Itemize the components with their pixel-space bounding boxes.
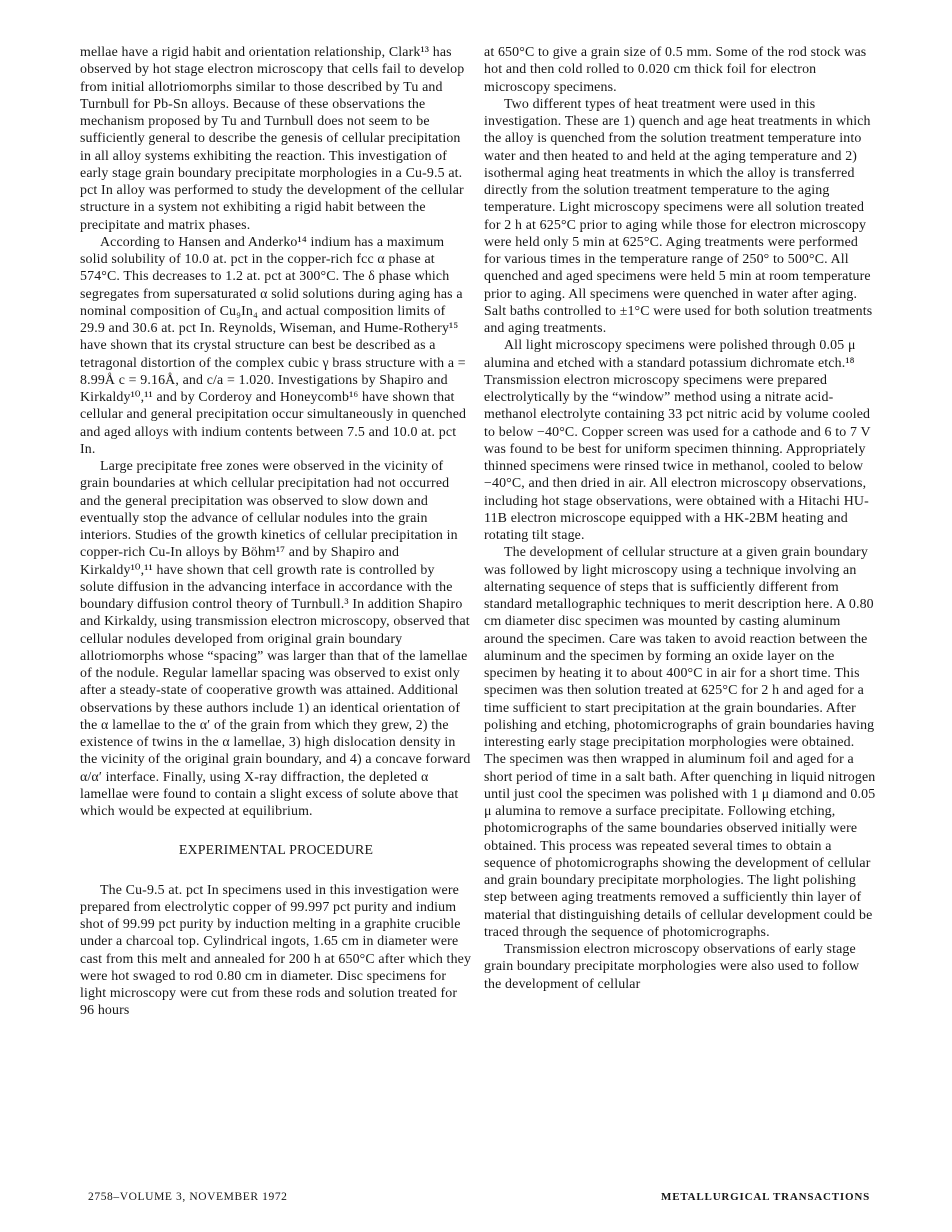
right-column	[484, 44, 876, 993]
right-paragraph-2: Two different types of heat treatment were used in this investigation. These are 1) quench and age heat treatments in which the alloy is quenched from the solution treatment temperature into water and then heated to and held at the aging temperature and 2) isothermal aging heat treatments in which the alloy is transferred directly from the solution treatment temperature to the aging temperature. Light microscopy specimens were all solution treated for 2 h at 625°C prior to aging while those for electron microscopy were held only 5 min at 625°C. Aging treatments were performed for various times in the temperature range of 250° to 500°C. All quenched and aged specimens were held 5 min at room temperature prior to aging. All specimens were quenched in water after aging. Salt baths controlled to ±1°C were used for both solution treatments and aging treatments.	[484, 96, 873, 336]
right-paragraph-1: at 650°C to give a grain size of 0.5 mm. Some of the rod stock was hot and then cold rolled to 0.020 cm thick foil for electron microscopy specimens.	[484, 45, 867, 95]
right-paragraph-5: Transmission electron microscopy observations of early stage grain boundary precipitate morphologies were also used to follow the development of cellular	[484, 942, 860, 992]
right-paragraph-3: All light microscopy specimens were polished through 0.05 μ alumina and etched with a standard potassium dichromate etch.¹⁸ Transmission electron microscopy specimens were prepared electrolytically by the “window” method using a nitrate acid-methanol electrolyte containing 33 pct nitric acid by volume cooled to below −40°C. Copper screen was used for a cathode and 6 to 7 V was found to be best for uniform specimen thinning. Appropriately thinned specimens were rinsed twice in methanol, cooled to below −40°C, and then dried in air. All electron microscopy observations, including hot stage observations, were obtained with a Hitachi HU-11B electron microscope equipped with a HK-2BM heating and rotating tilt stage.	[484, 338, 871, 543]
left-column	[80, 44, 472, 1020]
right-paragraph-4: The development of cellular structure at a given grain boundary was followed by light microscopy using a technique involving an alternating sequence of steps that is sufficiently different from standard metallographic techniques to merit description here. A 0.80 cm diameter disc specimen was mounted by casting aluminum around the specimen. Care was taken to avoid reaction between the aluminum and the specimen by forming an oxide layer on the specimen by heating it to about 400°C in air for a short time. This specimen was then solution treated at 625°C for 2 h and aged for a time sufficient to start precipitation at the grain boundaries. After polishing and etching, photomicrographs of grain boundaries having interesting early stage precipitation morphologies were obtained. The specimen was then wrapped in aluminum foil and aged for a short period of time in a salt bath. After quenching in liquid nitrogen until just cool the specimen was polished with 1 μ diamond and 0.05 μ alumina to remove a surface precipitate. Following etching, photomicrographs of the same boundaries observed initially were obtained. This process was repeated several times to obtain a sequence of photomicrographs showing the development of cellular and grain boundary precipitate morphologies. The light polishing step between aging treatments removed a sufficiently thin layer of material that distinguishing details of cellular development could be traced through the sequence of photomicrographs.	[484, 545, 876, 940]
left-paragraph-1: mellae have a rigid habit and orientation relationship, Clark¹³ has observed by hot stage electron microscopy that cells fail to develop from initial allotriomorphs similar to those described by Tu and Turnbull for Pb-Sn alloys. Because of these observations the mechanism proposed by Tu and Turnbull does not seem to be sufficiently general to describe the genesis of cellular precipitation in all alloy systems exhibiting the reaction. This investigation of early stage grain boundary precipitate morphologies in a Cu-9.5 at. pct In alloy was performed to study the development of the cellular structure in a system not exhibiting a rigid habit between the precipitate and matrix phases.	[80, 45, 465, 233]
left-paragraph-3: Large precipitate free zones were observed in the vicinity of grain boundaries at which cellular precipitation had not occurred and the general precipitation was observed to slow down and eventually stop the advance of cellular nodules into the grain interiors. Studies of the growth kinetics of cellular precipitation in copper-rich Cu-In alloys by Böhm¹⁷ and by Shapiro and Kirkaldy¹⁰,¹¹ have shown that cell growth rate is controlled by solute diffusion in the advancing interface in accordance with the boundary diffusion control theory of Turnbull.³ In addition Shapiro and Kirkaldy, using transmission electron microscopy, observed that cellular nodules developed from original grain boundary allotriomorphs whose “spacing” was larger than that of the lamellae of the nodule. Regular lamellar spacing was observed to exist only after a steady-state of cooperative growth was attained. Additional observations by these authors include 1) an identical orientation of the α lamellae to the α′ of the grain from which they grew, 2) the existence of twins in the α lamellae, 3) high dislocation density in the vicinity of the original grain boundary, and 4) a concave forward α/α′ interface. Finally, using X-ray diffraction, the depleted α lamellae were found to contain a slight excess of solute above that which would be expected at equilibrium.	[80, 459, 471, 819]
footer-volume-info: 2758–VOLUME 3, NOVEMBER 1972	[88, 1191, 288, 1203]
left-paragraph-4: The Cu-9.5 at. pct In specimens used in this investigation were prepared from electrolytic copper of 99.997 pct purity and indium shot of 99.99 pct purity by induction melting in a graphite crucible under a charcoal top. Cylindrical ingots, 1.65 cm in diameter were cast from this melt and annealed for 200 h at 650°C after which they were hot swaged to rod 0.80 cm in diameter. Disc specimens for light microscopy were cut from these rods and solution treated for 96 hours	[80, 882, 472, 1019]
left-paragraph-2: According to Hansen and Anderko¹⁴ indium has a maximum solid solubility of 10.0 at. pct in the copper-rich fcc α phase at 574°C. This decreases to 1.2 at. pct at 300°C. The δ phase which segregates from supersaturated α solid solutions during aging has a nominal composition of Cu₉In₄ and actual composition limits of 29.9 and 30.6 at. pct In. Reynolds, Wiseman, and Hume-Rothery¹⁵ have shown that its crystal structure can best be described as a tetragonal distortion of the complex cubic γ brass structure with a = 8.99Å c = 9.16Å, and c/a = 1.020. Investigations by Shapiro and Kirkaldy¹⁰,¹¹ and by Corderoy and Honeycomb¹⁶ have shown that cellular and general precipitation occur simultaneously in quenched and aged alloys with indium contents between 7.5 and 10.0 at. pct In.	[80, 234, 467, 457]
footer-journal-name: METALLURGICAL TRANSACTIONS	[661, 1191, 870, 1203]
section-heading: EXPERIMENTAL PROCEDURE	[178, 843, 374, 859]
